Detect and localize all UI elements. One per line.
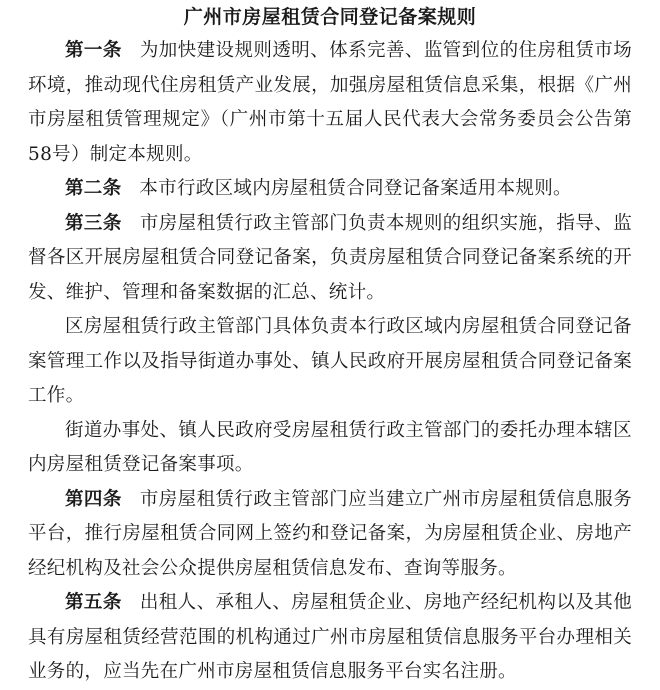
article-4 — [28, 483, 632, 587]
article-1-label: 第一条 — [65, 40, 122, 61]
article-3-paragraph-2: 区房屋租赁行政主管部门具体负责本行政区域内房屋租赁合同登记备案管理工作以及指导街道办事处、镇人民政府开展房屋租赁合同登记备案工作。 — [28, 316, 632, 406]
article-5-text: 出租人、承租人、房屋租赁企业、房地产经纪机构以及其他具有房屋租赁经营范围的机构通过广州市房屋租赁信息服务平台办理相关业务的，应当先在广州市房屋租赁信息服务平台实名注册。 — [28, 592, 632, 682]
article-1 — [28, 34, 632, 172]
article-4-label: 第四条 — [65, 488, 122, 510]
article-5 — [28, 586, 632, 690]
article-2 — [28, 172, 632, 207]
article-3-paragraph-3: 街道办事处、镇人民政府受房屋租赁行政主管部门的委托办理本辖区内房屋租赁登记备案事项。 — [28, 419, 632, 475]
article-2-label: 第二条 — [65, 178, 122, 199]
article-3 — [28, 207, 632, 311]
article-4-text: 市房屋租赁行政主管部门应当建立广州市房屋租赁信息服务平台，推行房屋租赁合同网上签约和登记备案，为房屋租赁企业、房地产经纪机构及社会公众提供房屋租赁信息发布、查询等服务。 — [28, 488, 632, 579]
article-2-text: 本市行政区域内房屋租赁合同登记备案适用本规则。 — [139, 178, 572, 199]
article-3-label: 第三条 — [65, 212, 122, 234]
article-3-text: 市房屋租赁行政主管部门负责本规则的组织实施，指导、监督各区开展房屋租赁合同登记备案，负责房屋租赁合同登记备案系统的开发、维护、管理和备案数据的汇总、统计。 — [28, 212, 632, 303]
document-title: 广州市房屋租赁合同登记备案规则 — [183, 6, 477, 28]
article-5-label: 第五条 — [65, 592, 122, 613]
article-1-text: 为加快建设规则透明、体系完善、监管到位的住房租赁市场环境，推动现代住房租赁产业发展，加强房屋租赁信息采集，根据《广州市房屋租赁管理规定》（广州市第十五届人民代表大会常务委员会公告第58号）制定本规则。 — [28, 40, 632, 165]
